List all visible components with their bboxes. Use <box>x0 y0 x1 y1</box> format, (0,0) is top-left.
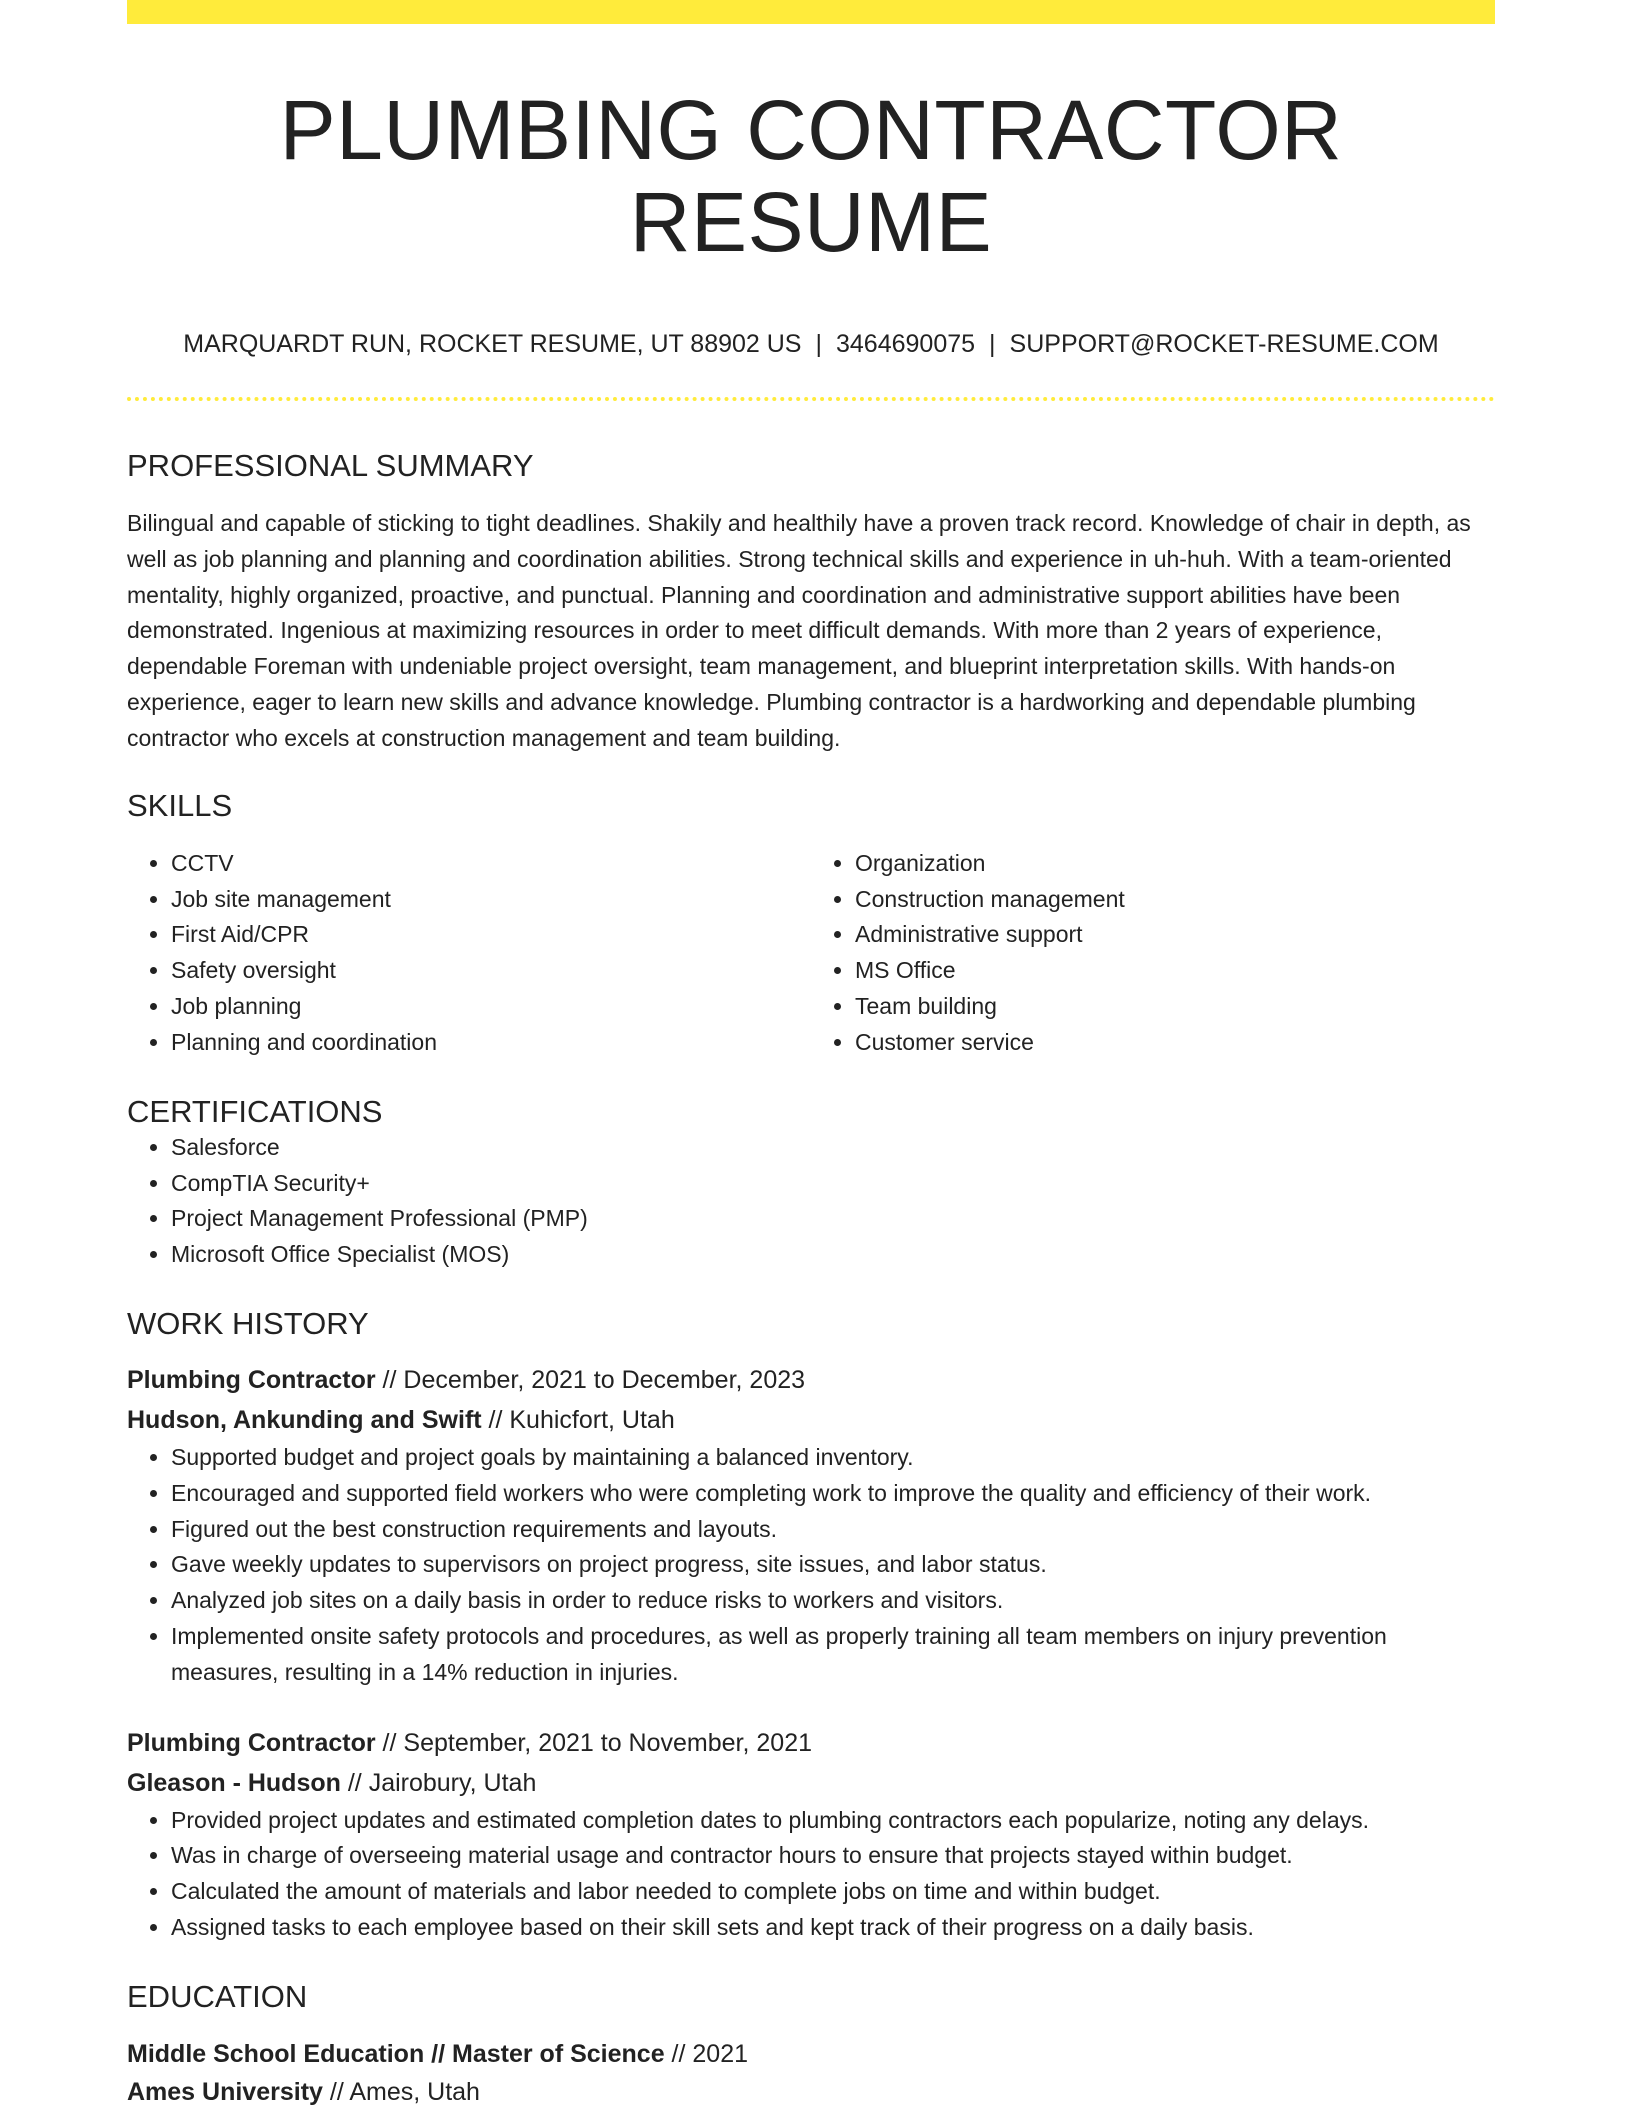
job-dates: // September, 2021 to November, 2021 <box>375 1728 812 1757</box>
education-year: // 2021 <box>664 2040 749 2069</box>
job-title-line <box>127 1723 1495 1763</box>
job-company: Gleason - Hudson <box>127 1768 341 1797</box>
job-bullets <box>127 1803 1495 1946</box>
certifications-heading: CERTIFICATIONS <box>127 1093 383 1129</box>
summary-text: Bilingual and capable of sticking to tight deadlines. Shakily and healthily have a proven track record. Knowledge of chair in depth, as well as job planning and planning and coordination abilities. Strong technical skills and experience in uh-huh. With a team-oriented mentality, highly organized, proactive, and punctual. Planning and coordination and administrative support abilities have been demonstrated. Ingenious at maximizing resources in order to meet difficult demands. With more than 2 years of experience, dependable Foreman with undeniable project oversight, team management, and blueprint interpretation skills. With hands-on experience, eager to learn new skills and advance knowledge. Plumbing contractor is a hardworking and dependable plumbing contractor who excels at construction management and team building. <box>127 509 1471 751</box>
certifications-list <box>127 1130 1495 1273</box>
job-company-line <box>127 1763 1495 1803</box>
education-degree-line <box>127 2035 1495 2073</box>
contact-line <box>127 329 1495 359</box>
job-title-line <box>127 1360 1495 1400</box>
contact-separator: | <box>989 329 996 358</box>
summary-section <box>127 447 1495 757</box>
job-title: Plumbing Contractor <box>127 1366 376 1395</box>
skill-item: • Planning and coordination <box>171 1025 811 1061</box>
job-bullet: • Was in charge of overseeing material usage and contractor hours to ensure that projects stayed within budget. <box>171 1838 1495 1874</box>
job-location: // Kuhicfort, Utah <box>481 1406 675 1435</box>
job-bullet: • Assigned tasks to each employee based on their skill sets and kept track of their progress on a daily basis. <box>171 1910 1495 1946</box>
skills-grid <box>127 846 1495 1061</box>
job-location: // Jairobury, Utah <box>340 1768 537 1797</box>
resume-page <box>127 0 1495 2111</box>
education-section <box>127 1978 1495 2111</box>
skill-item: • CCTV <box>171 846 811 882</box>
skills-section <box>127 787 1495 1061</box>
education-location: // Ames, Utah <box>322 2078 480 2107</box>
education-degree: Middle School Education // Master of Science <box>127 2040 665 2069</box>
certification-item: • CompTIA Security+ <box>171 1166 1495 1202</box>
job-bullet: • Analyzed job sites on a daily basis in order to reduce risks to workers and visitors. <box>171 1583 1495 1619</box>
dotted-divider <box>127 397 1495 401</box>
job-company: Hudson, Ankunding and Swift <box>127 1406 482 1435</box>
skills-right-column <box>811 846 1495 1061</box>
skill-item: • Team building <box>855 989 1495 1025</box>
job-bullet: • Figured out the best construction requirements and layouts. <box>171 1512 1495 1548</box>
job-entry <box>127 1723 1495 1946</box>
job-bullets <box>127 1440 1495 1691</box>
work-history-section <box>127 1305 1495 1946</box>
skill-item: • Job site management <box>171 882 811 918</box>
contact-email: SUPPORT@ROCKET-RESUME.COM <box>1009 329 1439 358</box>
contact-phone: 3464690075 <box>836 329 976 358</box>
skill-item: • First Aid/CPR <box>171 917 811 953</box>
skill-item: • Organization <box>855 846 1495 882</box>
resume-title: PLUMBING CONTRACTOR RESUME <box>279 83 1343 270</box>
skill-item: • MS Office <box>855 953 1495 989</box>
education-entry <box>127 2035 1495 2111</box>
education-school-line <box>127 2073 1495 2111</box>
skills-heading: SKILLS <box>127 787 233 823</box>
certification-item: • Salesforce <box>171 1130 1495 1166</box>
job-bullet: • Encouraged and supported field workers who were completing work to improve the quality and efficiency of their work. <box>171 1476 1495 1512</box>
job-entry <box>127 1360 1495 1691</box>
summary-heading: PROFESSIONAL SUMMARY <box>127 447 534 483</box>
education-school: Ames University <box>127 2078 323 2107</box>
skill-item: • Job planning <box>171 989 811 1025</box>
top-accent-bar <box>127 0 1495 24</box>
job-title: Plumbing Contractor <box>127 1728 376 1757</box>
job-dates: // December, 2021 to December, 2023 <box>375 1366 806 1395</box>
job-bullet: • Calculated the amount of materials and labor needed to complete jobs on time and within budget. <box>171 1874 1495 1910</box>
work-history-heading: WORK HISTORY <box>127 1305 369 1341</box>
education-heading: EDUCATION <box>127 1978 308 2014</box>
skill-item: • Customer service <box>855 1025 1495 1061</box>
skill-item: • Construction management <box>855 882 1495 918</box>
certification-item: • Microsoft Office Specialist (MOS) <box>171 1237 1495 1273</box>
job-company-line <box>127 1400 1495 1440</box>
skills-left-column <box>127 846 811 1061</box>
job-bullet: • Implemented onsite safety protocols and procedures, as well as properly training all team members on injury prevention measures, resulting in a 14% reduction in injuries. <box>171 1619 1495 1691</box>
contact-address: MARQUARDT RUN, ROCKET RESUME, UT 88902 US <box>183 329 802 358</box>
job-bullet: • Supported budget and project goals by maintaining a balanced inventory. <box>171 1440 1495 1476</box>
certification-item: • Project Management Professional (PMP) <box>171 1201 1495 1237</box>
job-bullet: • Gave weekly updates to supervisors on project progress, site issues, and labor status. <box>171 1547 1495 1583</box>
contact-separator: | <box>815 329 822 358</box>
skill-item: • Safety oversight <box>171 953 811 989</box>
job-bullet: • Provided project updates and estimated completion dates to plumbing contractors each popularize, noting any delays. <box>171 1803 1495 1839</box>
skill-item: • Administrative support <box>855 917 1495 953</box>
certifications-section <box>127 1093 1495 1273</box>
